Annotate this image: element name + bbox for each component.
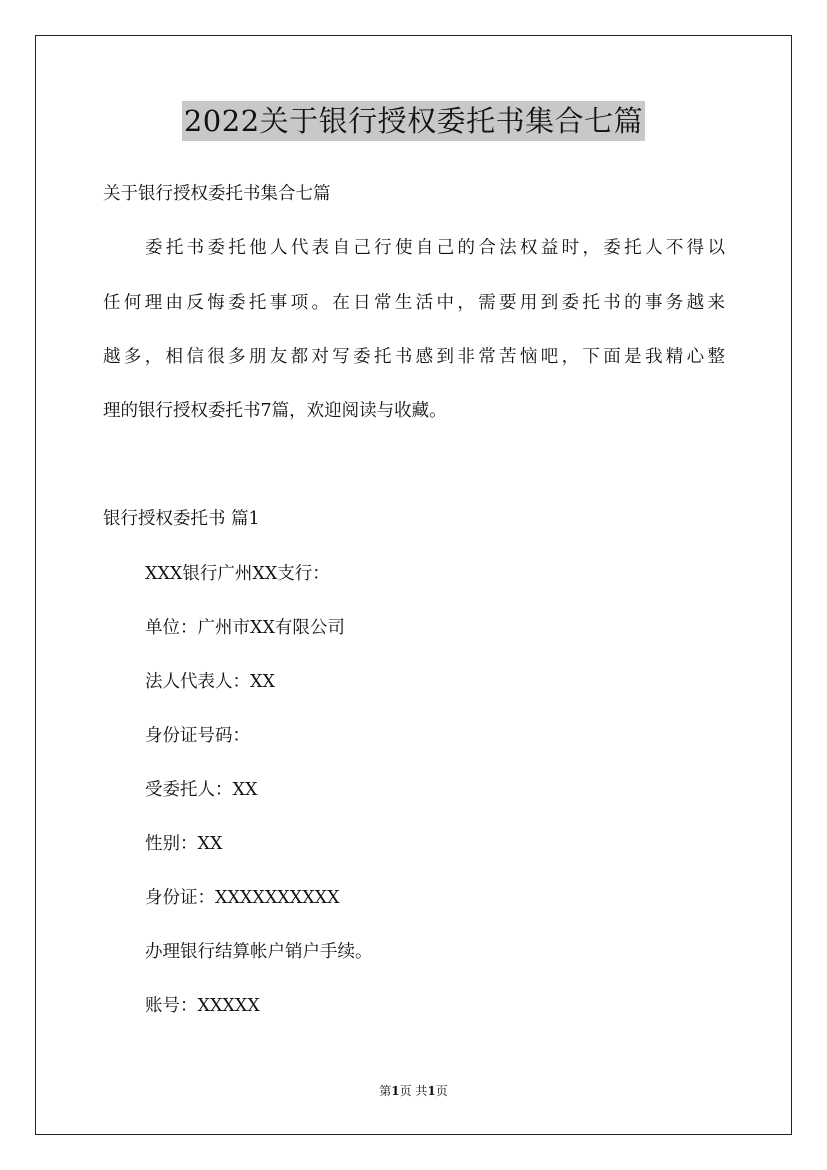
page-footer [0, 1083, 827, 1099]
intro-line-2: 任何理由反悔委托事项。在日常生活中，需要用到委托书的事务越来 [103, 293, 725, 313]
document-subtitle: 关于银行授权委托书集合七篇 [103, 184, 331, 204]
intro-line-4: 理的银行授权委托书7篇，欢迎阅读与收藏。 [103, 401, 447, 421]
field-bank-branch: XXX银行广州XX支行： [145, 564, 330, 584]
field-id-card: 身份证：XXXXXXXXXX [145, 888, 340, 908]
field-company: 单位：广州市XX有限公司 [145, 618, 345, 638]
footer-suffix: 页 [435, 1084, 448, 1098]
footer-prefix: 第 [379, 1084, 392, 1098]
footer-page-total: 1 [427, 1084, 436, 1098]
field-gender: 性别：XX [145, 834, 223, 854]
section-heading: 银行授权委托书 篇1 [103, 509, 260, 529]
intro-line-1: 委托书委托他人代表自己行使自己的合法权益时，委托人不得以 [145, 238, 725, 258]
field-legal-representative: 法人代表人：XX [145, 672, 275, 692]
document-title: 2022关于银行授权委托书集合七篇 [182, 101, 645, 141]
title-container [0, 101, 827, 141]
intro-line-3: 越多，相信很多朋友都对写委托书感到非常苦恼吧，下面是我精心整 [103, 347, 725, 367]
field-account: 账号：XXXXX [145, 996, 260, 1016]
field-purpose: 办理银行结算帐户销户手续。 [145, 942, 373, 962]
field-trustee: 受委托人：XX [145, 780, 258, 800]
footer-mid: 页 共 [399, 1084, 428, 1098]
footer-page-current: 1 [391, 1084, 400, 1098]
field-id-number: 身份证号码： [145, 726, 250, 746]
